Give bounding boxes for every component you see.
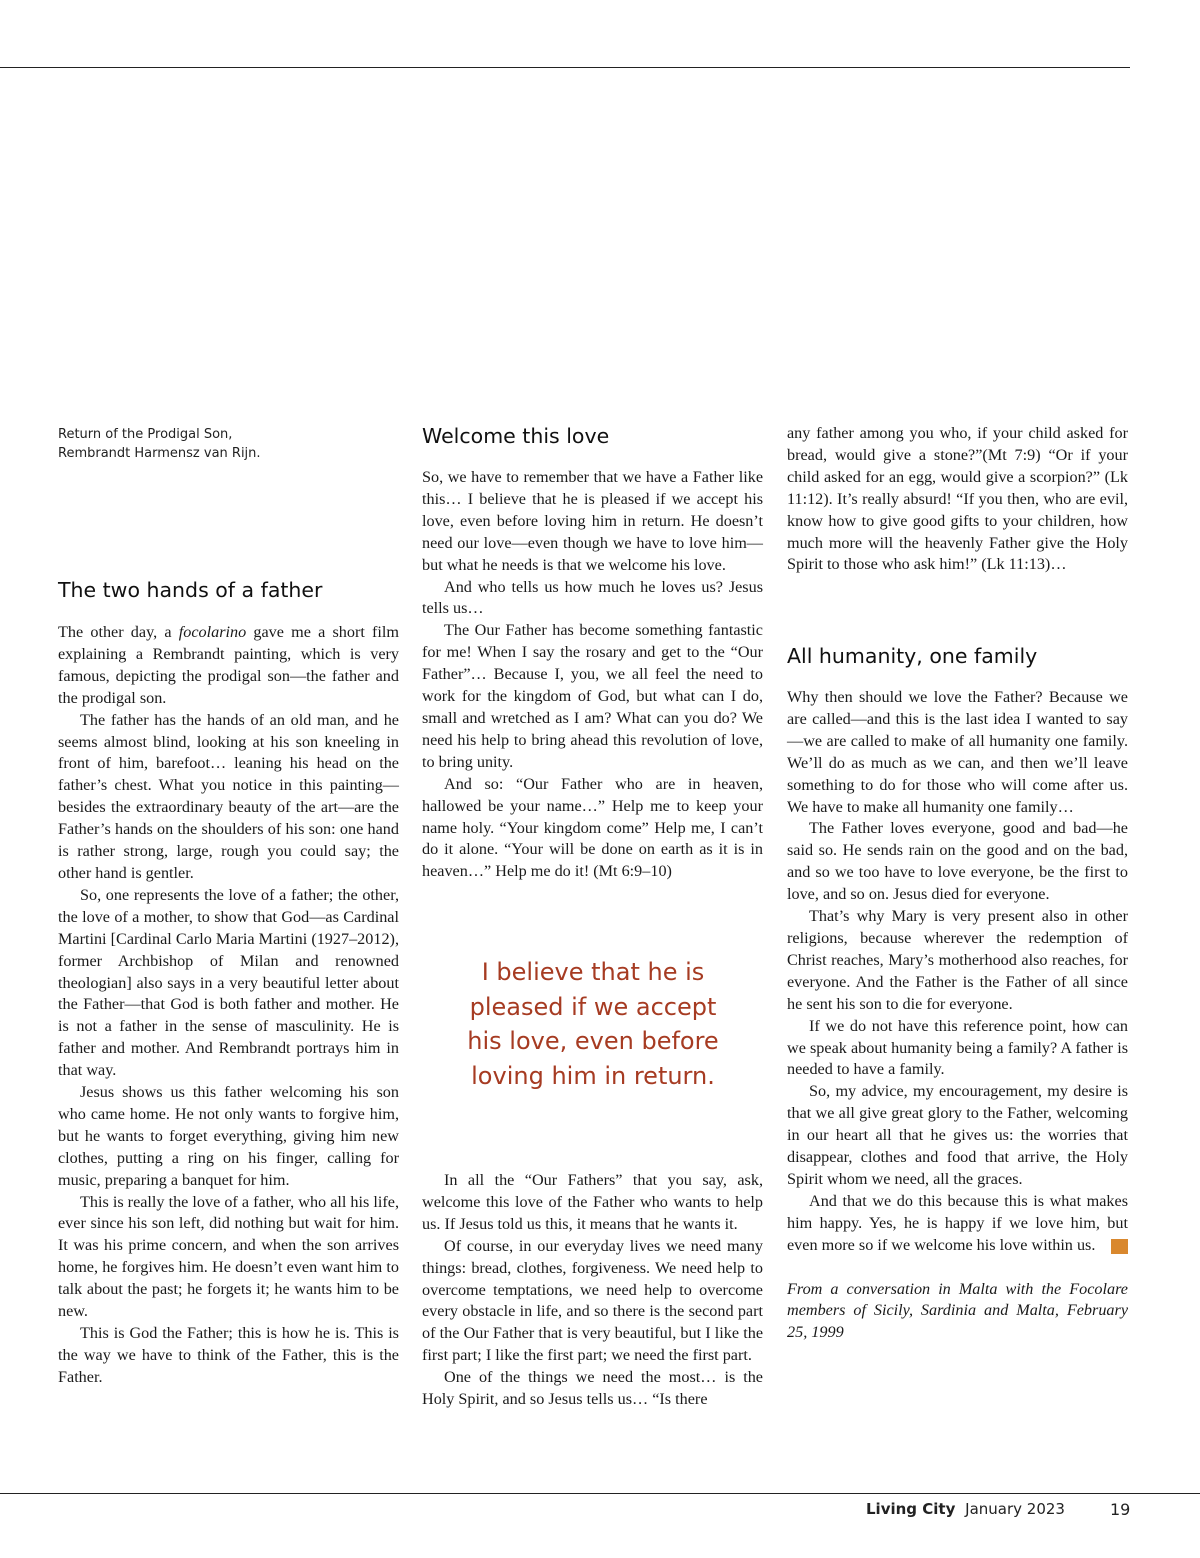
paragraph: And that we do this because this is what makes him happy. Yes, he is happy if we love him, but even more so if we welcome his love within us. LC <box>787 1191 1146 1254</box>
paragraph: And so: “Our Father who are in heaven, hallowed be your name…” Help me to keep your name holy. “Your kingdom come” Help me, I can’t do it alone. “Your will be done on earth as it is in heaven…” Help me do it! (Mt 6:9–10) <box>422 774 763 881</box>
paragraph: So, we have to remember that we have a Father like this… I believe that he is pleased if we accept his love, even before loving him in return. He doesn’t need our love—even though we have to love him—but what he needs is that we welcome his love. <box>422 468 763 574</box>
section-heading-welcome: Welcome this love <box>422 424 610 448</box>
section-heading-all-humanity: All humanity, one family <box>787 644 1038 668</box>
paragraph: In all the “Our Fathers” that you say, ask, welcome this love of the Father who wants to help us. If Jesus told us this, it means that he wants it. <box>422 1171 763 1233</box>
paragraph: Jesus shows us this father welcoming his son who came home. He not only wants to forgive him, but he wants to forget everything, giving him new clothes, putting a ring on his finger, calling for music, preparing a banquet for him. <box>58 1083 399 1189</box>
paragraph: So, one represents the love of a father; the other, the love of a mother, to show that God—as Cardinal Martini [Cardinal Carlo Maria Martini (1927–2012), former Archbishop of Milan and renowned theologian] also says in a very beautiful letter about the Father—that God is both father and mother. He is not a father in the sense of masculinity. He is father and mother. And Rembrandt portrays him in that way. <box>58 885 399 1080</box>
paragraph: This is God the Father; this is how he is. This is the way we have to think of the Father, this is the Father. <box>58 1324 399 1386</box>
issue-date: January 2023 <box>965 1500 1065 1518</box>
top-rule <box>0 67 1130 68</box>
paragraph: any father among you who, if your child asked for bread, would give a stone?”(Mt 7:9) “Or if your child asked for an egg, would give a scorpion?” (Lk 11:12). It’s really absurd! “If you then, who are evil, know how to give good gifts to your children, how much more will the heavenly Father give the Holy Spirit to those who ask him!” (Lk 11:13)… <box>787 424 1128 574</box>
column-2-bottom-body <box>422 1170 763 1411</box>
paragraph: If we do not have this reference point, how can we speak about humanity being a family? A father is needed to have a family. <box>787 1016 1128 1079</box>
paragraph: Why then should we love the Father? Because we are called—and this is the last idea I wanted to say—we are called to make of all humanity one family. We’ll do as much as we can, and then we’ll leave something to do for those who will come after us. We have to make all humanity one family… <box>787 688 1128 816</box>
footer <box>866 1500 1065 1518</box>
end-mark-icon: LC <box>1111 1239 1128 1254</box>
column-1-body <box>58 622 399 1389</box>
section-heading-two-hands: The two hands of a father <box>58 578 323 602</box>
paragraph: The father has the hands of an old man, and he seems almost blind, looking at his son kneeling in front of him, barefoot… leaning his head on the father’s chest. What you notice in this painting—besides the extraordinary beauty of the art—are the Father’s hands on the shoulders of his son: one hand is rather strong, large, rough you could say; the other hand is gentler. <box>58 710 399 882</box>
magazine-name: Living City <box>866 1500 956 1518</box>
paragraph: One of the things we need the most… is the Holy Spirit, and so Jesus tells us… “Is there <box>422 1368 763 1409</box>
paragraph: And who tells us how much he loves us? Jesus tells us… <box>422 577 763 618</box>
bottom-rule <box>0 1493 1200 1494</box>
paragraph: The Father loves everyone, good and bad—he said so. He sends rain on the good and on the bad, and so we too have to love everyone, be the first to love, and so on. Jesus died for everyone. <box>787 819 1128 904</box>
column-3-top-body <box>787 423 1128 576</box>
caption-line-2: Rembrandt Harmensz van Rijn. <box>58 446 261 461</box>
paragraph: So, my advice, my encouragement, my desire is that we all give great glory to the Father, welcoming in our heart all that he gives us: the worries that disappear, clothes and food that arrive, the Holy Spirit whom we need, all the graces. <box>787 1082 1128 1188</box>
paragraph: This is really the love of a father, who all his life, ever since his son left, did nothing but wait for him. It was his prime concern, and when the son arrives home, he forgives him. He doesn’t even want him to talk about the past; he forgets it; he wants him to be new. <box>58 1192 399 1321</box>
image-caption <box>58 425 261 463</box>
paragraph: The Our Father has become something fantastic for me! When I say the rosary and get to the “Our Father”… Because I, you, we all feel the need to work for the kingdom of God, but what can I do, small and wretched as I am? What can you do? We need his help to bring ahead this revolution of love, to bring unity. <box>422 621 763 771</box>
paragraph: The other day, a focolarino gave me a short film explaining a Rembrandt painting, which is very famous, depicting the prodigal son—the father and the prodigal son. <box>58 623 399 707</box>
column-3-body <box>787 687 1146 1344</box>
paragraph: That’s why Mary is very present also in other religions, because wherever the redemption of Christ reaches, Mary’s motherhood also reaches, for everyone. And the Father is the Father of all since he sent his son to die for everyone. <box>787 907 1128 1013</box>
source-credit: From a conversation in Malta with the Focolare members of Sicily, Sardinia and Malta, February 25, 1999 <box>787 1279 1128 1342</box>
pull-quote: I believe that he is pleased if we accept his love, even before loving him in return. <box>467 958 719 1090</box>
column-2-top-body <box>422 467 763 883</box>
page-number: 19 <box>1110 1500 1131 1519</box>
paragraph: Of course, in our everyday lives we need many things: bread, clothes, forgiveness. We need help to overcome temptations, we need help to overcome every obstacle in life, and so there is the second part of the Our Father that is very beautiful, but I like the first part; I like the first part; we need the first part. <box>422 1236 763 1365</box>
caption-line-1: Return of the Prodigal Son, <box>58 427 233 442</box>
